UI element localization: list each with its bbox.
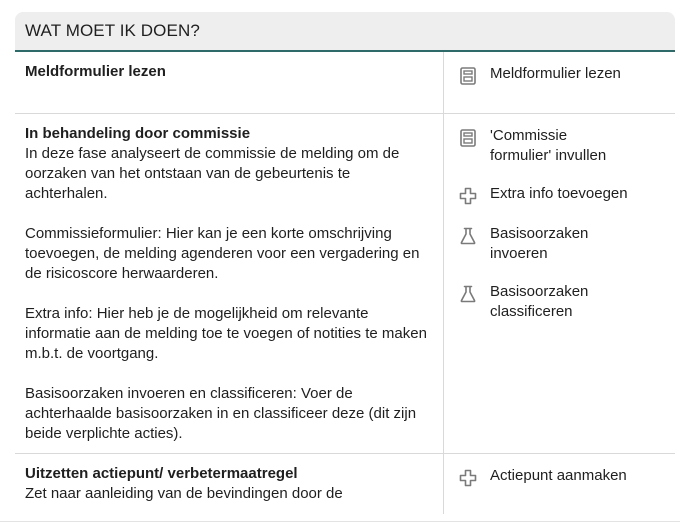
task-actions-cell — [444, 454, 675, 514]
task-title: Uitzetten actiepunt/ verbetermaatregel — [25, 465, 298, 482]
task-paragraph: Commissieformulier: Hier kan je een korte omschrijving toevoegen, de melding agenderen voor een vergadering en de risicoscore herwaarderen. — [25, 225, 420, 282]
action-actiepunt-aanmaken[interactable] — [458, 466, 675, 488]
task-row-actiepunt — [15, 454, 675, 514]
panel-header — [15, 12, 675, 52]
plus-outline-icon — [458, 468, 478, 488]
flask-icon — [458, 284, 478, 304]
task-description-cell — [15, 52, 444, 113]
action-basisoorzaken-invoeren[interactable] — [458, 224, 675, 264]
flask-icon — [458, 226, 478, 246]
task-row-commissie — [15, 114, 675, 454]
task-row-meldformulier — [15, 52, 675, 114]
plus-outline-icon — [458, 186, 478, 206]
task-paragraph: Extra info: Hier heb je de mogelijkheid om relevante informatie aan de melding toe te voegen of notities te maken m.b.t. de voortgang. — [25, 305, 427, 362]
task-panel — [15, 12, 675, 518]
form-icon — [458, 128, 478, 148]
task-description-cell — [15, 114, 444, 453]
action-label: 'Commissie formulier' invullen — [490, 127, 607, 164]
action-label: Actiepunt aanmaken — [490, 467, 627, 484]
task-title: Meldformulier lezen — [25, 63, 166, 80]
action-label: Basisoorzaken invoeren — [490, 225, 589, 262]
task-paragraph: In deze fase analyseert de commissie de melding om de oorzaken van het ontstaan van de gebeurtenis te achterhalen. — [25, 145, 400, 202]
action-label: Meldformulier lezen — [490, 65, 621, 82]
action-extra-info[interactable] — [458, 184, 675, 206]
task-actions-cell — [444, 114, 675, 453]
action-label: Basisoorzaken classificeren — [490, 283, 589, 320]
task-actions-cell — [444, 52, 675, 113]
task-paragraph: Basisoorzaken invoeren en classificeren: Voer de achterhaalde basisoorzaken in en classificeer deze (dit zijn beide verplichte acties). — [25, 385, 417, 442]
form-icon — [458, 66, 478, 86]
task-title: In behandeling door commissie — [25, 125, 251, 142]
action-meldformulier-lezen[interactable] — [458, 64, 675, 86]
action-label: Extra info toevoegen — [490, 185, 628, 202]
action-basisoorzaken-classificeren[interactable] — [458, 282, 675, 322]
action-commissie-formulier[interactable] — [458, 126, 675, 166]
task-description-cell — [15, 454, 444, 514]
bottom-divider — [0, 521, 680, 522]
panel-title: WAT MOET IK DOEN? — [25, 21, 200, 40]
task-paragraph: Zet naar aanleiding van de bevindingen door de — [25, 485, 343, 502]
